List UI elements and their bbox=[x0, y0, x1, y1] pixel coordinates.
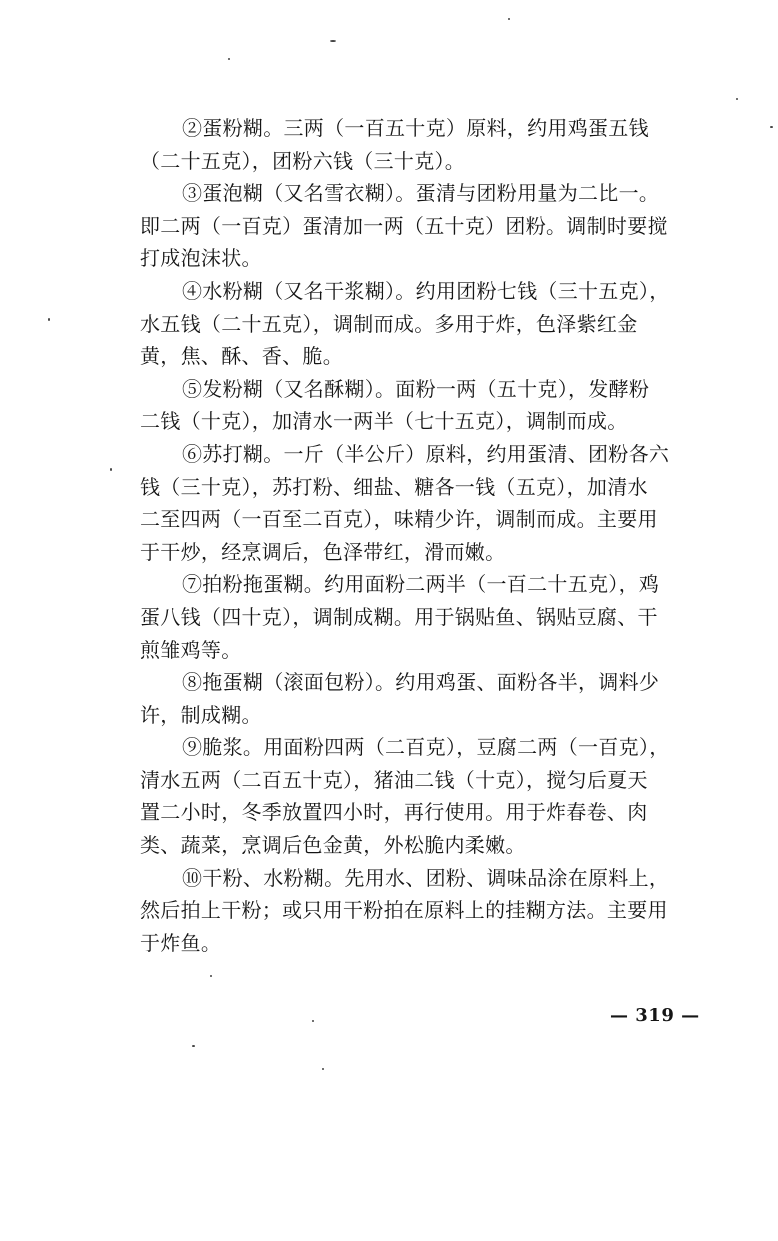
text-line: ③蛋泡糊（又名雪衣糊）。蛋清与团粉用量为二比一。 bbox=[182, 181, 660, 206]
page-number: — 319 — bbox=[610, 1005, 700, 1026]
text-line: 煎雏鸡等。 bbox=[140, 637, 242, 662]
scan-speck bbox=[330, 40, 336, 42]
scan-speck bbox=[210, 975, 212, 977]
scan-speck bbox=[322, 1068, 324, 1070]
text-line: 清水五两（二百五十克），猪油二钱（十克），搅匀后夏天 bbox=[140, 767, 648, 792]
text-line: ⑩干粉、水粉糊。先用水、团粉、调味品涂在原料上， bbox=[182, 865, 670, 890]
text-line: ②蛋粉糊。三两（一百五十克）原料，约用鸡蛋五钱 bbox=[182, 116, 649, 140]
scan-speck bbox=[736, 98, 738, 100]
text-line: 于干炒，经烹调后，色泽带红，滑而嫩。 bbox=[140, 539, 506, 564]
text-line: 然后拍上干粉；或只用干粉拍在原料上的挂糊方法。主要用 bbox=[140, 898, 668, 923]
text-line: 置二小时，冬季放置四小时，再行使用。用于炸春卷、肉 bbox=[140, 800, 648, 825]
text-line: 于炸鱼。 bbox=[140, 930, 222, 955]
text-line: ⑨脆浆。用面粉四两（二百克），豆腐二两（一百克）， bbox=[182, 735, 670, 760]
scan-speck bbox=[508, 18, 510, 20]
scan-speck bbox=[110, 468, 112, 471]
text-line: ⑥苏打糊。一斤（半公斤）原料，约用蛋清、团粉各六 bbox=[182, 441, 670, 466]
text-line: 打成泡沫状。 bbox=[140, 246, 262, 271]
text-line: 类、蔬菜，烹调后色金黄，外松脆内柔嫩。 bbox=[140, 833, 526, 858]
text-line: 黄，焦、酥、香、脆。 bbox=[140, 344, 343, 369]
text-line: （二十五克），团粉六钱（三十克）。 bbox=[140, 148, 466, 173]
text-line: 蛋八钱（四十克），调制成糊。用于锅贴鱼、锅贴豆腐、干 bbox=[140, 604, 658, 629]
text-line: 即二两（一百克）蛋清加一两（五十克）团粉。调制时要搅 bbox=[140, 213, 668, 238]
text-line: 钱（三十克），苏打粉、细盐、糖各一钱（五克），加清水 bbox=[140, 474, 648, 499]
text-line: ⑦拍粉拖蛋糊。约用面粉二两半（一百二十五克），鸡 bbox=[182, 572, 660, 597]
text-line: 许，制成糊。 bbox=[140, 702, 262, 727]
scan-speck bbox=[48, 318, 50, 321]
scan-speck bbox=[770, 126, 773, 128]
text-line: 二至四两（一百至二百克），味精少许，调制而成。主要用 bbox=[140, 507, 658, 532]
body-text bbox=[140, 112, 710, 959]
text-line: ④水粉糊（又名干浆糊）。约用团粉七钱（三十五克）， bbox=[182, 278, 670, 303]
scan-speck bbox=[192, 1045, 195, 1047]
text-line: ⑧拖蛋糊（滚面包粉）。约用鸡蛋、面粉各半，调料少 bbox=[182, 670, 660, 695]
text-line: 二钱（十克），加清水一两半（七十五克），调制而成。 bbox=[140, 409, 628, 434]
text-line: 水五钱（二十五克），调制而成。多用于炸，色泽紫红金 bbox=[140, 311, 638, 336]
scan-speck bbox=[228, 58, 230, 60]
text-line: ⑤发粉糊（又名酥糊）。面粉一两（五十克），发酵粉 bbox=[182, 376, 650, 401]
scan-speck bbox=[312, 1020, 314, 1022]
